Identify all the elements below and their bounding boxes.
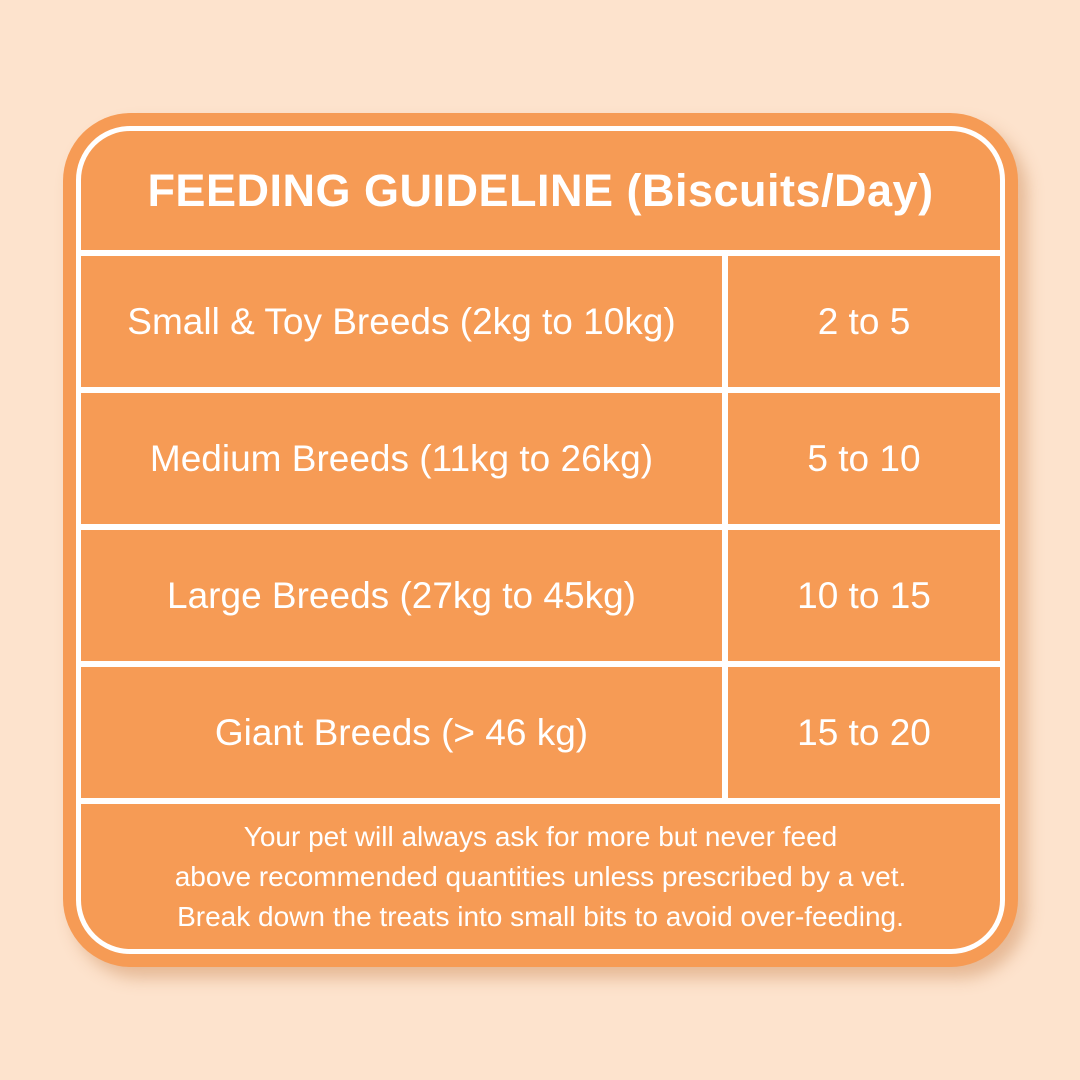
feeding-guideline-card [63,113,1018,967]
amount-cell: 10 to 15 [797,574,931,616]
breed-cell: Giant Breeds (> 46 kg) [81,667,728,798]
table-row-small-toy-breeds [81,256,1000,393]
feeding-note-line-3: Break down the treats into small bits to avoid over-feeding. [177,900,904,932]
feeding-note-line-1: Your pet will always ask for more but never feed [243,820,838,852]
amount-cell: 15 to 20 [797,711,931,753]
table-frame [76,126,1005,954]
breed-cell: Medium Breeds (11kg to 26kg) [81,393,728,524]
table-title: FEEDING GUIDELINE (Biscuits/Day) [147,164,934,216]
amount-cell: 2 to 5 [817,300,911,342]
feeding-note-line-2: above recommended quantities unless prescribed by a vet. [174,860,907,892]
table-title-row [81,131,1000,256]
feeding-note [81,804,1000,949]
amount-cell: 5 to 10 [807,437,921,479]
table-row-large-breeds [81,530,1000,667]
table-row-giant-breeds [81,667,1000,804]
table-row-medium-breeds [81,393,1000,530]
breed-cell: Small & Toy Breeds (2kg to 10kg) [81,256,728,387]
breed-cell: Large Breeds (27kg to 45kg) [81,530,728,661]
